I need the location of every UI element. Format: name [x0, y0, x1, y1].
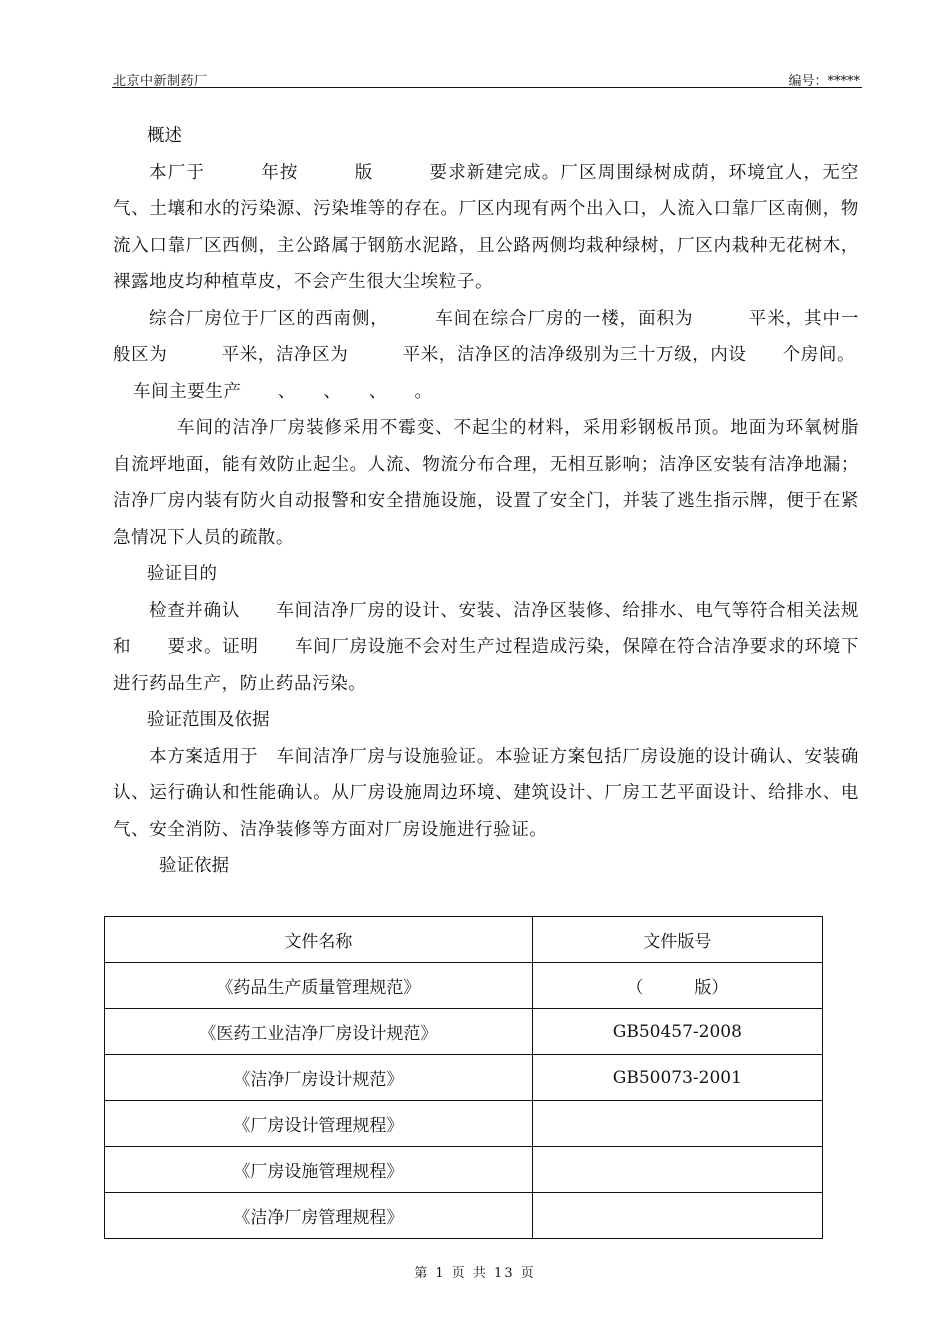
overview-paragraph-1: 本厂于 年按 版 要求新建完成。厂区周围绿树成荫，环境宜人，无空气、土壤和水的污染源、污染堆等的存在。厂区内现有两个出入口，人流入口靠厂区南侧，物流入口靠厂区西侧，主公路属于钢筋水泥路，且公路两侧均栽种绿树，厂区内栽种无花树木，裸露地皮均种植草皮，不会产生很大尘埃粒子。: [113, 162, 859, 292]
table-row: [105, 1101, 823, 1147]
purpose-paragraph: 检查并确认 车间洁净厂房的设计、安装、洁净区装修、给排水、电气等符合相关法规和 要求。证明 车间厂房设施不会对生产过程造成污染，保障在符合洁净要求的环境下进行药品生产，防止药品污染。: [113, 600, 859, 694]
table-cell-name: 《厂房设施管理规程》: [105, 1147, 533, 1193]
table-cell-name: 《药品生产质量管理规范》: [105, 963, 533, 1009]
reference-documents-table: [104, 916, 823, 1239]
table-cell-name: 《厂房设计管理规程》: [105, 1101, 533, 1147]
table-cell-version: GB50457-2008: [532, 1009, 822, 1055]
document-body: [113, 118, 859, 885]
overview-paragraph-3: 车间主要生产 、 、 、 。: [133, 381, 433, 402]
table-row: [105, 1055, 823, 1101]
company-name: 北京中新制药厂: [113, 74, 208, 89]
table-cell-name: 《洁净厂房管理规程》: [105, 1193, 533, 1239]
header-divider: [112, 87, 862, 88]
table-row: [105, 1009, 823, 1055]
table-cell-name: 《医药工业洁净厂房设计规范》: [105, 1009, 533, 1055]
overview-paragraph-2: 综合厂房位于厂区的西南侧， 车间在综合厂房的一楼，面积为 平米，其中一般区为 平米，洁净区为 平米，洁净区的洁净级别为三十万级，内设 个房间。: [113, 308, 859, 365]
document-number: 编号：*****: [788, 74, 860, 89]
table-row: [105, 1147, 823, 1193]
table-cell-version: （ 版）: [532, 963, 822, 1009]
table-header-row: [105, 917, 823, 963]
overview-paragraph-4: 车间的洁净厂房装修采用不霉变、不起尘的材料，采用彩钢板吊顶。地面为环氧树脂自流坪地面，能有效防止起尘。人流、物流分布合理，无相互影响；洁净区安装有洁净地漏；洁净厂房内装有防火自动报警和安全措施设施，设置了安全门，并装了逃生指示牌，便于在紧急情况下人员的疏散。: [113, 418, 859, 548]
table-cell-version: [532, 1147, 822, 1193]
purpose-heading: 验证目的: [147, 564, 217, 584]
scope-heading: 验证范围及依据: [147, 710, 270, 730]
column-header-file-version: 文件版号: [532, 917, 822, 963]
basis-heading: 验证依据: [159, 856, 229, 876]
overview-heading: 概述: [147, 126, 182, 146]
table-cell-name: 《洁净厂房设计规范》: [105, 1055, 533, 1101]
table-cell-version: [532, 1101, 822, 1147]
scope-paragraph: 本方案适用于 车间洁净厂房与设施验证。本验证方案包括厂房设施的设计确认、安装确认、运行确认和性能确认。从厂房设施周边环境、建筑设计、厂房工艺平面设计、给排水、电气、安全消防、洁净装修等方面对厂房设施进行验证。: [113, 746, 859, 840]
table-row: [105, 1193, 823, 1239]
table-row: [105, 963, 823, 1009]
table-cell-version: [532, 1193, 822, 1239]
table-cell-version: GB50073-2001: [532, 1055, 822, 1101]
column-header-file-name: 文件名称: [105, 917, 533, 963]
page-number: 第 1 页 共 13 页: [414, 1266, 536, 1281]
